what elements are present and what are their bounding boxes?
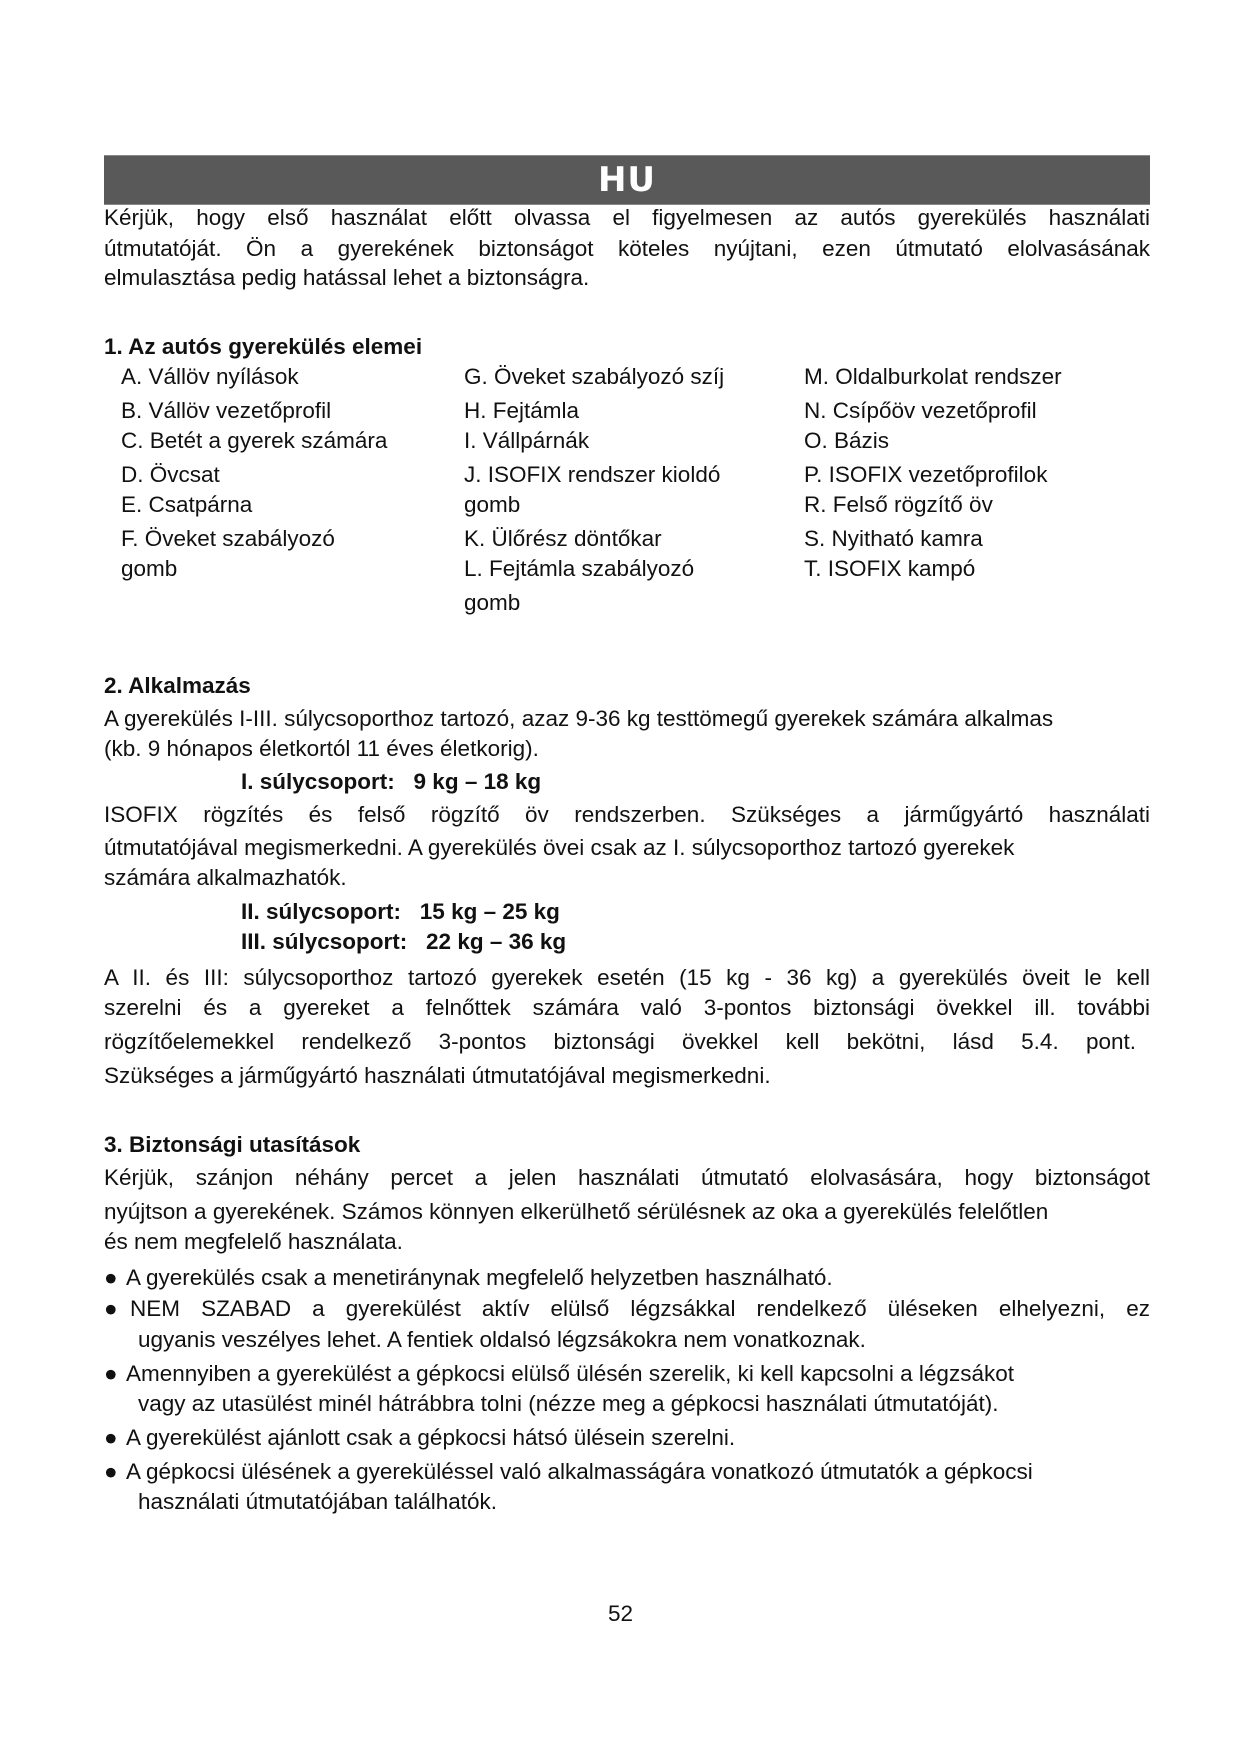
safety-intro-line: Kérjük, szánjon néhány percet a jelen használati útmutató elolvasására, hogy biztonságot <box>104 1165 1150 1190</box>
safety-bullet-continuation: ugyanis veszélyes lehet. A fentiek oldalsó légzsákokra nem vonatkoznak. <box>138 1327 866 1352</box>
component-item: H. Fejtámla <box>464 398 580 423</box>
safety-bullet: ● A gépkocsi ülésének a gyereküléssel való alkalmasságára vonatkozó útmutatók a gépkocsi <box>104 1457 1150 1487</box>
safety-intro-line: nyújtson a gyerekének. Számos könnyen elkerülhető sérülésnek az oka a gyerekülés felelőtlen <box>104 1199 1049 1224</box>
group23-line: A II. és III: súlycsoporthoz tartozó gyerekek esetén (15 kg - 36 kg) a gyerekülés öveit le kell <box>104 965 1150 990</box>
component-item: I. Vállpárnák <box>464 428 590 453</box>
intro-line: elmulasztása pedig hatással lehet a biztonságra. <box>104 265 590 290</box>
application-line: A gyerekülés I-III. súlycsoporthoz tartozó, azaz 9-36 kg testtömegű gyerekek számára alkalmas <box>104 706 1054 731</box>
weight-group-3 <box>241 927 566 957</box>
component-item: B. Vállöv vezetőprofil <box>121 398 332 423</box>
language-header-bar <box>104 155 1150 205</box>
group23-line: szerelni és a gyereket a felnőttek számára való 3-pontos biztonsági övekkel ill. további <box>104 995 1150 1020</box>
component-item: S. Nyitható kamra <box>804 526 983 551</box>
weight-group-range: 22 kg – 36 kg <box>426 929 567 954</box>
component-item: M. Oldalburkolat rendszer <box>804 364 1062 389</box>
application-line: (kb. 9 hónapos életkortól 11 éves életkorig). <box>104 736 539 761</box>
weight-group-2 <box>241 897 560 927</box>
bullet-dot-icon: ● <box>104 1361 118 1386</box>
weight-group-label: I. súlycsoport: <box>241 769 395 794</box>
component-item: C. Betét a gyerek számára <box>121 428 388 453</box>
component-item: N. Csípőöv vezetőprofil <box>804 398 1037 423</box>
bullet-dot-icon: ● <box>104 1265 118 1290</box>
safety-bullet: ● A gyerekülés csak a menetiránynak megfelelő helyzetben használható. <box>104 1263 1150 1293</box>
intro-line: Kérjük, hogy első használat előtt olvassa el figyelmesen az autós gyerekülés használati <box>104 205 1150 230</box>
group1-line: ISOFIX rögzítés és felső rögzítő öv rendszerben. Szükséges a járműgyártó használati <box>104 802 1150 827</box>
safety-bullet-continuation: vagy az utasülést minél hátrábbra tolni (nézze meg a gépkocsi használati útmutatóját). <box>138 1391 999 1416</box>
safety-bullet-continuation: használati útmutatójában találhatók. <box>138 1489 497 1514</box>
component-item: D. Övcsat <box>121 462 220 487</box>
safety-bullet: ● A gyerekülést ajánlott csak a gépkocsi hátsó ülésein szerelni. <box>104 1423 1150 1453</box>
group1-line: számára alkalmazhatók. <box>104 865 347 890</box>
component-item: G. Öveket szabályozó szíj <box>464 364 725 389</box>
group23-line: rögzítőelemekkel rendelkező 3-pontos biztonsági övekkel kell bekötni, lásd 5.4. pont. <box>104 1029 1136 1054</box>
section-3-title: 3. Biztonsági utasítások <box>104 1132 361 1157</box>
section-1-title: 1. Az autós gyerekülés elemei <box>104 334 423 359</box>
component-item: J. ISOFIX rendszer kioldó <box>464 462 721 487</box>
component-item: E. Csatpárna <box>121 492 253 517</box>
page-number: 52 <box>607 1601 634 1626</box>
group1-line: útmutatójával megismerkedni. A gyerekülés övei csak az I. súlycsoporthoz tartozó gyerekek <box>104 835 1015 860</box>
component-item: P. ISOFIX vezetőprofilok <box>804 462 1048 487</box>
safety-bullet: ● Amennyiben a gyerekülést a gépkocsi elülső ülésén szerelik, ki kell kapcsolni a légzsákot <box>104 1359 1150 1389</box>
component-item: gomb <box>121 556 178 581</box>
component-item: A. Vállöv nyílások <box>121 364 299 389</box>
component-item: L. Fejtámla szabályozó <box>464 556 695 581</box>
group23-line: Szükséges a járműgyártó használati útmutatójával megismerkedni. <box>104 1063 771 1088</box>
section-2-title: 2. Alkalmazás <box>104 673 251 698</box>
component-item: gomb <box>464 492 521 517</box>
component-item: T. ISOFIX kampó <box>804 556 976 581</box>
weight-group-range: 9 kg – 18 kg <box>413 769 542 794</box>
bullet-dot-icon: ● <box>104 1459 118 1484</box>
intro-line: útmutatóját. Ön a gyerekének biztonságot köteles nyújtani, ezen útmutató elolvasásának <box>104 236 1150 261</box>
weight-group-label: III. súlycsoport: <box>241 929 408 954</box>
component-item: gomb <box>464 590 521 615</box>
bullet-dot-icon: ● <box>104 1425 118 1450</box>
bullet-dot-icon: ● <box>104 1296 118 1321</box>
weight-group-label: II. súlycsoport: <box>241 899 402 924</box>
component-item: O. Bázis <box>804 428 890 453</box>
weight-group-1 <box>241 767 541 797</box>
safety-intro-line: és nem megfelelő használata. <box>104 1229 403 1254</box>
weight-group-range: 15 kg – 25 kg <box>419 899 560 924</box>
component-item: K. Ülőrész döntőkar <box>464 526 662 551</box>
language-code: HU <box>597 160 657 200</box>
safety-bullet: ● NEM SZABAD a gyerekülést aktív elülső légzsákkal rendelkező üléseken elhelyezni, ez <box>104 1294 1150 1324</box>
component-item: R. Felső rögzítő öv <box>804 492 993 517</box>
component-item: F. Öveket szabályozó <box>121 526 335 551</box>
